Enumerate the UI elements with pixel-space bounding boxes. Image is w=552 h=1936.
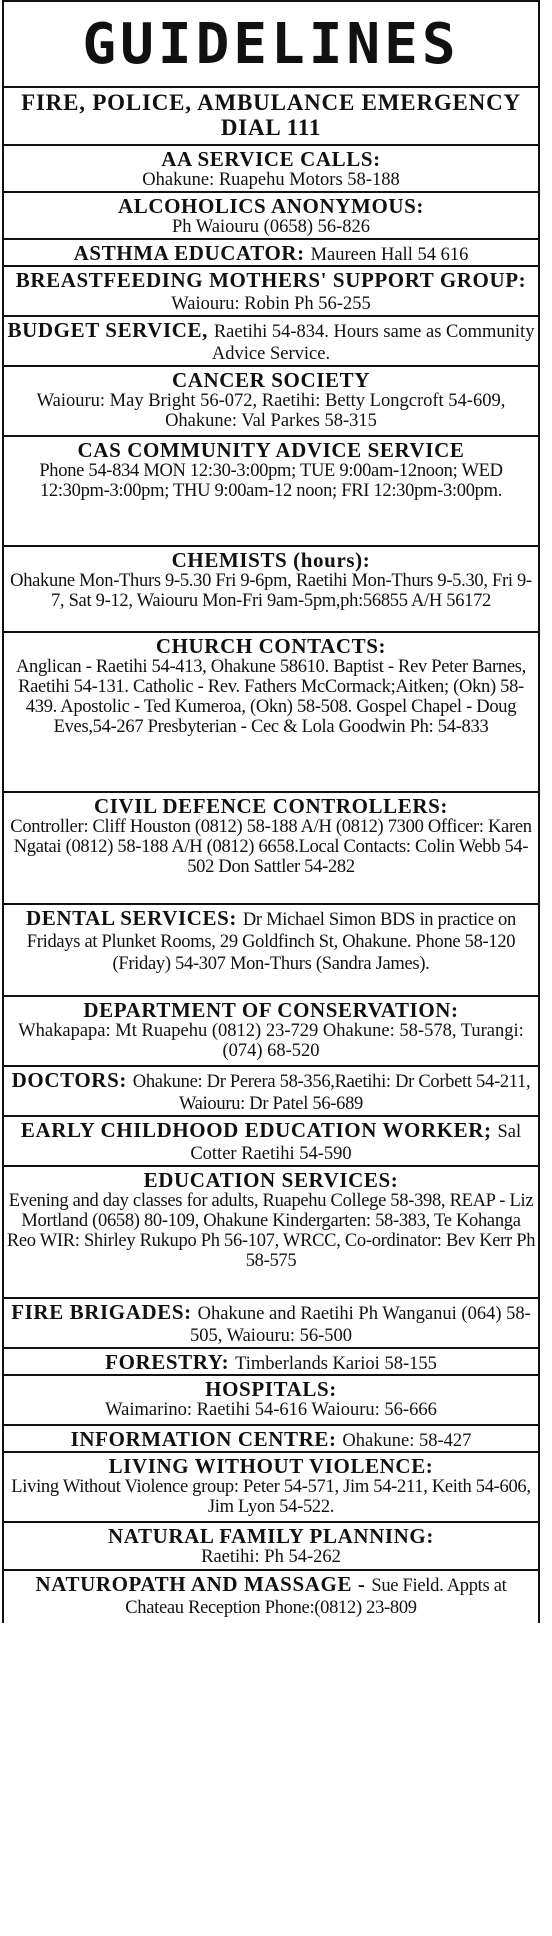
entry-text: Dr Michael Simon BDS in practice on Fridays at Plunket Rooms, 29 Goldfinch St, Ohakune. Phone 58-120 (Friday) 54-307 Mon-Thurs (Sandra James). (26, 910, 516, 974)
entry-heading: DENTAL SERVICES: (26, 906, 243, 930)
entry-heading: EARLY CHILDHOOD EDUCATION WORKER; (20, 1118, 498, 1142)
entry-heading: INFORMATION CENTRE: (70, 1427, 343, 1451)
entry-heading: FIRE BRIGADES: (11, 1300, 198, 1324)
entry-text: Evening and day classes for adults, Ruapehu College 58-398, REAP - Liz Mortland (0658) 80-109, Ohakune Kindergarten: 58-383, Te Kohanga Reo WIR: Shirley Rukupo Ph 56-107, WRCC, Co-ordinator: Bev Kerr Ph 58-575 (6, 1191, 536, 1271)
entry-heading: BUDGET SERVICE, (7, 318, 214, 342)
entry-heading: NATURAL FAMILY PLANNING: (108, 1524, 434, 1548)
entry-dental-services (4, 905, 538, 997)
entry-fire-brigades (4, 1299, 538, 1349)
entry-text: Ohakune Mon-Thurs 9-5.30 Fri 9-6pm, Raetihi Mon-Thurs 9-5.30, Fri 9-7, Sat 9-12, Waiouru Mon-Fri 9am-5pm,ph:56855 A/H 56172 (10, 571, 532, 611)
entry-text: Ohakune: Ruapehu Motors 58-188 (142, 170, 400, 190)
entry-chemists (4, 547, 538, 633)
entry-alcoholics-anonymous (4, 193, 538, 240)
entry-aa-service (4, 146, 538, 193)
entry-living-without-violence (4, 1453, 538, 1523)
entry-asthma-educator (4, 240, 538, 267)
guidelines-sheet (2, 0, 540, 1623)
entry-text: Maureen Hall 54 616 (310, 245, 469, 265)
entry-forestry (4, 1349, 538, 1376)
entry-text: Whakapapa: Mt Ruapehu (0812) 23-729 Ohakune: 58-578, Turangi: (074) 68-520 (18, 1021, 524, 1061)
entry-breastfeeding-support (4, 267, 538, 317)
entry-heading: CHURCH CONTACTS: (155, 634, 387, 658)
entry-text: Sal Cotter Raetihi 54-590 (190, 1122, 522, 1164)
entry-civil-defence (4, 793, 538, 905)
entry-text: Ohakune and Raetihi Ph Wanganui (064) 58-505, Waiouru: 56-500 (189, 1304, 531, 1346)
entry-hospitals (4, 1376, 538, 1426)
entry-text: Ph Waiouru (0658) 56-826 (171, 217, 371, 237)
entry-emergency (4, 88, 538, 146)
entry-cancer-society (4, 367, 538, 437)
entry-text: Raetihi 54-834. Hours same as Community Advice Service. (211, 322, 535, 364)
entry-text: Phone 54-834 MON 12:30-3:00pm; TUE 9:00am-12noon; WED 12:30pm-3:00pm; THU 9:00am-12 noon; FRI 12:30pm-3:00pm. (39, 461, 503, 501)
entry-text: Living Without Violence group: Peter 54-571, Jim 54-211, Keith 54-606, Jim Lyon 54-522. (11, 1477, 531, 1517)
entry-heading: FORESTRY: (105, 1350, 236, 1374)
entry-text: Anglican - Raetihi 54-413, Ohakune 58610. Baptist - Rev Peter Barnes, Raetihi 54-131. Catholic - Rev. Fathers McCormack;Aitken; (Okn) 58-439. Apostolic - Ted Kumeroa, (Okn) 58-508. Gospel Chapel - Doug Eves,54-267 Presbyterian - Cec & Lola Goodwin Ph: 54-833 (15, 657, 527, 737)
entry-natural-family-planning (4, 1523, 538, 1571)
entry-church-contacts (4, 633, 538, 793)
entry-heading: AA SERVICE CALLS: (161, 147, 381, 171)
entry-text: Waiouru: Robin Ph 56-255 (171, 294, 371, 314)
entry-heading: FIRE, POLICE, AMBULANCE EMERGENCY DIAL 111 (21, 90, 521, 140)
entry-text: Ohakune: Dr Perera 58-356,Raetihi: Dr Corbett 54-211, Waiouru: Dr Patel 56-689 (132, 1072, 531, 1114)
entry-heading: NATUROPATH AND MASSAGE - (35, 1572, 372, 1596)
entry-text: Sue Field. Appts at Chateau Reception Phone:(0812) 23-809 (125, 1576, 507, 1618)
entry-education-services (4, 1167, 538, 1299)
entry-naturopath-massage (4, 1571, 538, 1623)
entry-heading: DOCTORS: (11, 1068, 133, 1092)
entry-text: Waiouru: May Bright 56-072, Raetihi: Betty Longcroft 54-609, Ohakune: Val Parkes 58-315 (36, 391, 506, 431)
entry-heading: ASTHMA EDUCATOR: (73, 241, 311, 265)
entry-heading: CANCER SOCIETY (171, 368, 370, 392)
entry-text: Waimarino: Raetihi 54-616 Waiouru: 56-666 (105, 1400, 437, 1420)
entry-text: Controller: Cliff Houston (0812) 58-188 A/H (0812) 7300 Officer: Karen Ngatai (0812) 58-188 A/H (0812) 6658.Local Contacts: Colin Webb 54-502 Don Sattler 54-282 (10, 817, 532, 877)
entry-community-advice (4, 437, 538, 547)
entry-text: Timberlands Karioi 58-155 (235, 1354, 437, 1374)
entry-heading: CAS COMMUNITY ADVICE SERVICE (77, 438, 465, 462)
entry-heading: ALCOHOLICS ANONYMOUS: (117, 194, 425, 218)
entry-heading: HOSPITALS: (205, 1377, 337, 1401)
entry-early-childhood (4, 1117, 538, 1167)
entry-department-conservation (4, 997, 538, 1067)
page-title: GUIDELINES (4, 2, 538, 88)
entry-text: Raetihi: Ph 54-262 (201, 1547, 341, 1567)
entry-budget-service (4, 317, 538, 367)
entry-heading: LIVING WITHOUT VIOLENCE: (108, 1454, 434, 1478)
entry-heading: CIVIL DEFENCE CONTROLLERS: (94, 794, 448, 818)
entry-doctors (4, 1067, 538, 1117)
entry-heading: EDUCATION SERVICES: (143, 1168, 399, 1192)
entry-information-centre (4, 1426, 538, 1453)
entry-text: Ohakune: 58-427 (342, 1431, 472, 1451)
entry-heading: DEPARTMENT OF CONSERVATION: (83, 998, 459, 1022)
entry-heading: BREASTFEEDING MOTHERS' SUPPORT GROUP: (15, 268, 527, 292)
entry-heading: CHEMISTS (hours): (171, 548, 371, 572)
